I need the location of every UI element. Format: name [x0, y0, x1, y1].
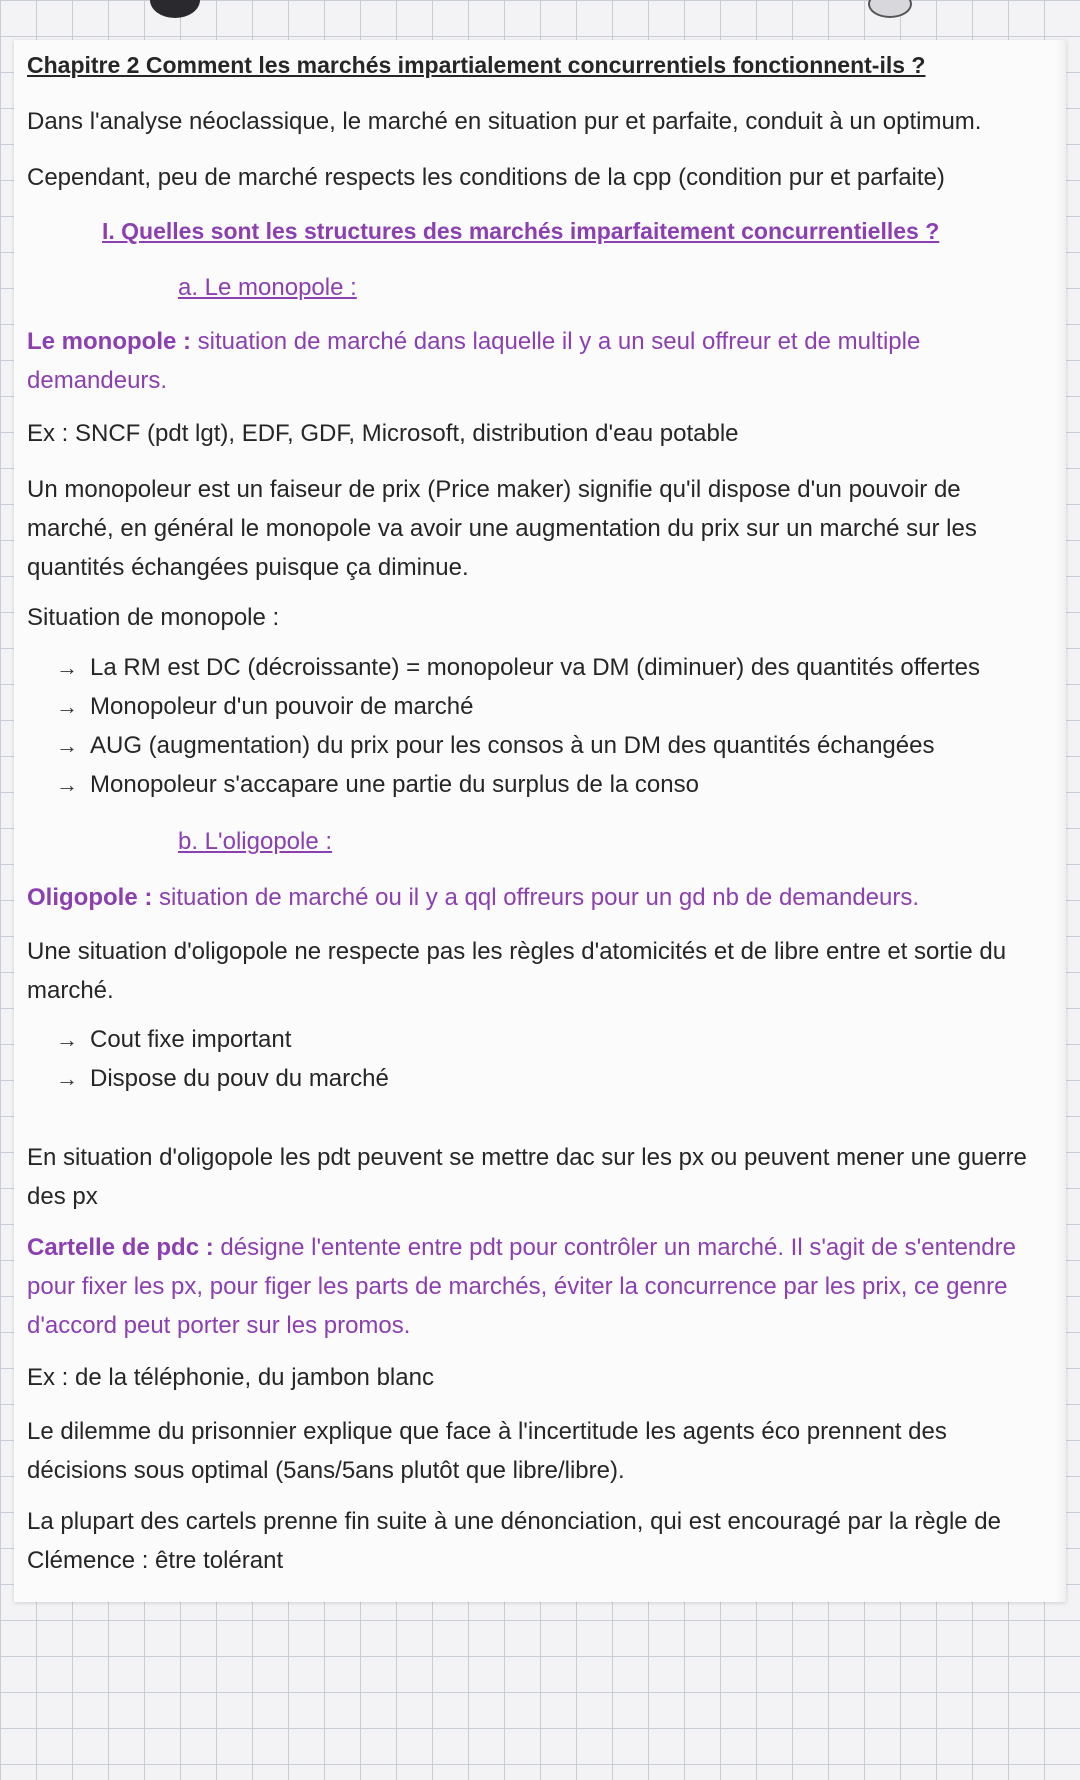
monopole-bullet-list: [38, 648, 980, 804]
dilemme-paragraph: Le dilemme du prisonnier explique que face à l'incertitude les agents éco prennent des décisions sous optimal (5ans/5ans plutôt que libre/libre).: [27, 1418, 947, 1484]
section-1-title: I. Quelles sont les structures des marchés imparfaitement concurrentielles ?: [102, 218, 940, 244]
cartels-paragraph: La plupart des cartels prenne fin suite à une dénonciation, qui est encouragé par la règle de Clémence : être tolérant: [27, 1508, 1001, 1574]
arrow-icon: →: [56, 1027, 78, 1052]
list-item: → Dispose du pouv du marché: [38, 1059, 389, 1098]
chapter-title: Chapitre 2 Comment les marchés impartialement concurrentiels fonctionnent-ils ?: [27, 52, 926, 78]
notebook-clip: [868, 0, 912, 18]
oligopole-definition: [27, 878, 919, 917]
monopole-example: Ex : SNCF (pdt lgt), EDF, GDF, Microsoft, distribution d'eau potable: [27, 420, 739, 447]
monopole-definition: [27, 322, 1037, 400]
oligopole-paragraph: Une situation d'oligopole ne respecte pas les règles d'atomicités et de libre entre et sortie du marché.: [27, 938, 1007, 1004]
arrow-icon: →: [56, 694, 78, 719]
intro-line-1: Dans l'analyse néoclassique, le marché en situation pur et parfaite, conduit à un optimum.: [27, 108, 982, 135]
intro-line-2: Cependant, peu de marché respects les conditions de la cpp (condition pur et parfaite): [27, 164, 945, 191]
monopole-definition-text: situation de marché dans laquelle il y a un seul offreur et de multiple demandeurs.: [27, 328, 921, 394]
subsection-a-title: a. Le monopole :: [178, 274, 357, 301]
notebook-ring-shadow: [150, 0, 200, 18]
oligopole-term: Oligopole :: [27, 884, 153, 911]
note-sheet: [14, 40, 1066, 1602]
subsection-b-title: b. L'oligopole :: [178, 828, 333, 855]
cartel-definition: [27, 1228, 1037, 1345]
arrow-icon: →: [56, 1066, 78, 1091]
situation-label: Situation de monopole :: [27, 604, 280, 631]
oligopole-definition-text: situation de marché ou il y a qql offreurs pour un gd nb de demandeurs.: [152, 884, 920, 911]
arrow-icon: →: [56, 733, 78, 758]
arrow-icon: →: [56, 655, 78, 680]
monopole-paragraph: Un monopoleur est un faiseur de prix (Price maker) signifie qu'il dispose d'un pouvoir de marché, en général le monopole va avoir une augmentation du prix sur un marché sur les quantités échangées puisque ça diminue.: [27, 476, 977, 581]
list-item: → Cout fixe important: [38, 1020, 389, 1059]
list-item: → Monopoleur s'accapare une partie du surplus de la conso: [38, 765, 980, 804]
list-item: → AUG (augmentation) du prix pour les consos à un DM des quantités échangées: [38, 726, 980, 765]
cartel-term: Cartelle de pdc :: [27, 1234, 214, 1261]
arrow-icon: →: [56, 772, 78, 797]
oligopole-bullet-list: [38, 1020, 389, 1098]
cartel-example: Ex : de la téléphonie, du jambon blanc: [27, 1364, 434, 1391]
list-item: → Monopoleur d'un pouvoir de marché: [38, 687, 980, 726]
list-item: → La RM est DC (décroissante) = monopoleur va DM (diminuer) des quantités offertes: [38, 648, 980, 687]
oligopole-paragraph-2: En situation d'oligopole les pdt peuvent se mettre dac sur les px ou peuvent mener une guerre des px: [27, 1144, 1027, 1210]
monopole-term: Le monopole :: [27, 328, 191, 355]
cartel-definition-text: désigne l'entente entre pdt pour contrôler un marché. Il s'agit de s'entendre pour fixer les px, pour figer les parts de marchés, éviter la concurrence par les prix, ce genre d'accord peut porter sur les promos.: [27, 1234, 1016, 1339]
